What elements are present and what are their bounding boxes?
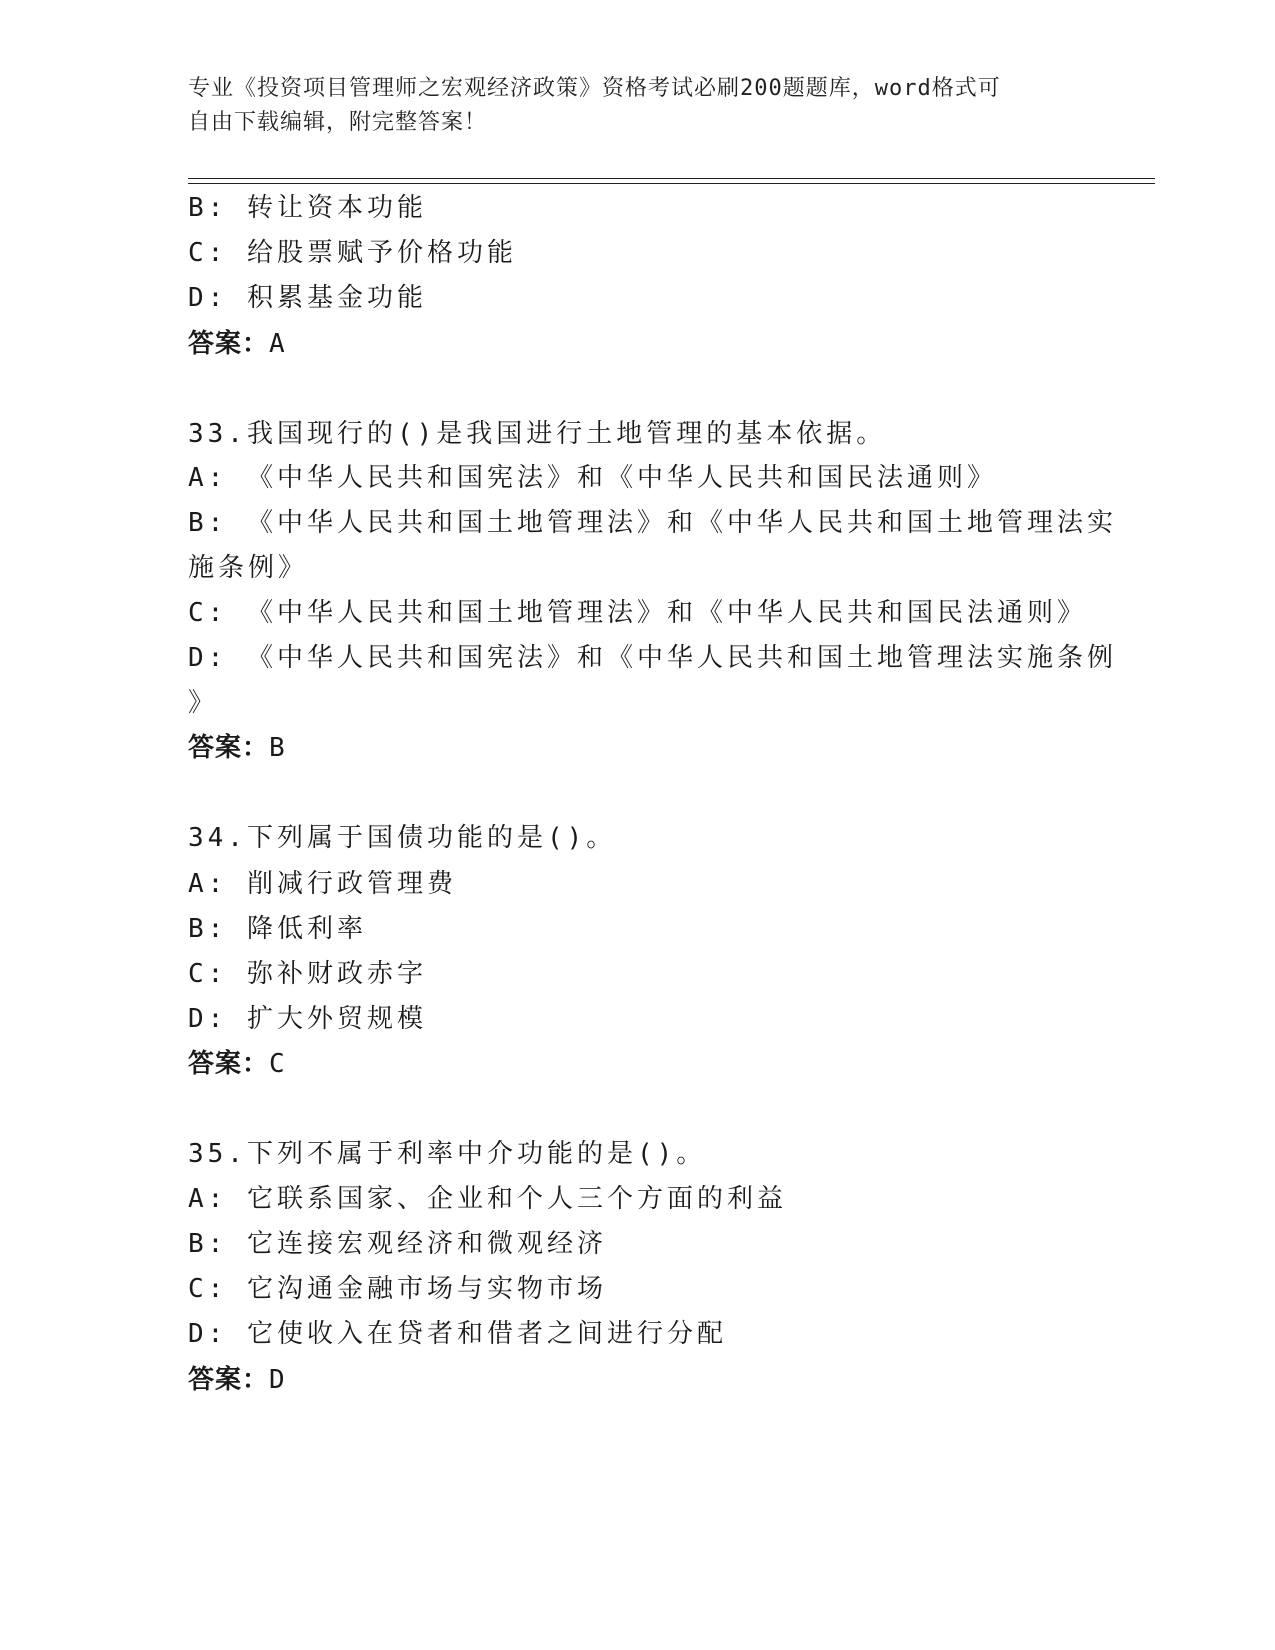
header-line-2: 自由下载编辑，附完整答案！ bbox=[188, 110, 488, 135]
q34-option-d: D: 扩大外贸规模 bbox=[188, 1004, 427, 1034]
answer-label: 答案： bbox=[188, 1049, 270, 1079]
header-line-1: 专业《投资项目管理师之宏观经济政策》资格考试必刷200题题库，word格式可 bbox=[188, 76, 1001, 101]
q34-answer bbox=[188, 1046, 1088, 1082]
answer-label: 答案： bbox=[188, 329, 270, 359]
q35-option-a: A: 它联系国家、企业和个人三个方面的利益 bbox=[188, 1184, 787, 1214]
answer-value: D bbox=[269, 1365, 287, 1395]
header-divider-bottom bbox=[188, 183, 1155, 184]
q32-option-b: B: 转让资本功能 bbox=[188, 193, 427, 223]
answer-value: B bbox=[269, 733, 287, 763]
q34-option-b: B: 降低利率 bbox=[188, 914, 367, 944]
q35-option-c: C: 它沟通金融市场与实物市场 bbox=[188, 1274, 607, 1304]
q33-option-d-line-1: D: 《中华人民共和国宪法》和《中华人民共和国土地管理法实施条例 bbox=[188, 643, 1117, 673]
q33-option-d-line-2: 》 bbox=[188, 688, 219, 718]
q32-option-d: D: 积累基金功能 bbox=[188, 283, 427, 313]
q35-answer bbox=[188, 1362, 1088, 1398]
q33-answer bbox=[188, 730, 1088, 766]
answer-value: A bbox=[269, 329, 287, 359]
q34-option-c: C: 弥补财政赤字 bbox=[188, 959, 427, 989]
q35-question: 35.下列不属于利率中介功能的是()。 bbox=[188, 1139, 707, 1169]
q35-option-d: D: 它使收入在贷者和借者之间进行分配 bbox=[188, 1319, 727, 1349]
q32-answer bbox=[188, 326, 1088, 362]
q33-option-b-line-1: B: 《中华人民共和国土地管理法》和《中华人民共和国土地管理法实 bbox=[188, 508, 1117, 538]
q34-option-a: A: 削减行政管理费 bbox=[188, 869, 457, 899]
q33-option-b-line-2: 施条例》 bbox=[188, 553, 309, 583]
header-divider-top bbox=[188, 178, 1155, 179]
answer-label: 答案： bbox=[188, 1365, 270, 1395]
q33-option-a: A: 《中华人民共和国宪法》和《中华人民共和国民法通则》 bbox=[188, 463, 997, 493]
q34-question: 34.下列属于国债功能的是()。 bbox=[188, 823, 617, 853]
answer-label: 答案： bbox=[188, 733, 270, 763]
q35-option-b: B: 它连接宏观经济和微观经济 bbox=[188, 1229, 607, 1259]
document-header bbox=[188, 72, 1088, 140]
q33-option-c: C: 《中华人民共和国土地管理法》和《中华人民共和国民法通则》 bbox=[188, 598, 1087, 628]
answer-value: C bbox=[269, 1049, 287, 1079]
q33-question: 33.我国现行的()是我国进行土地管理的基本依据。 bbox=[188, 419, 887, 449]
q32-option-c: C: 给股票赋予价格功能 bbox=[188, 238, 517, 268]
